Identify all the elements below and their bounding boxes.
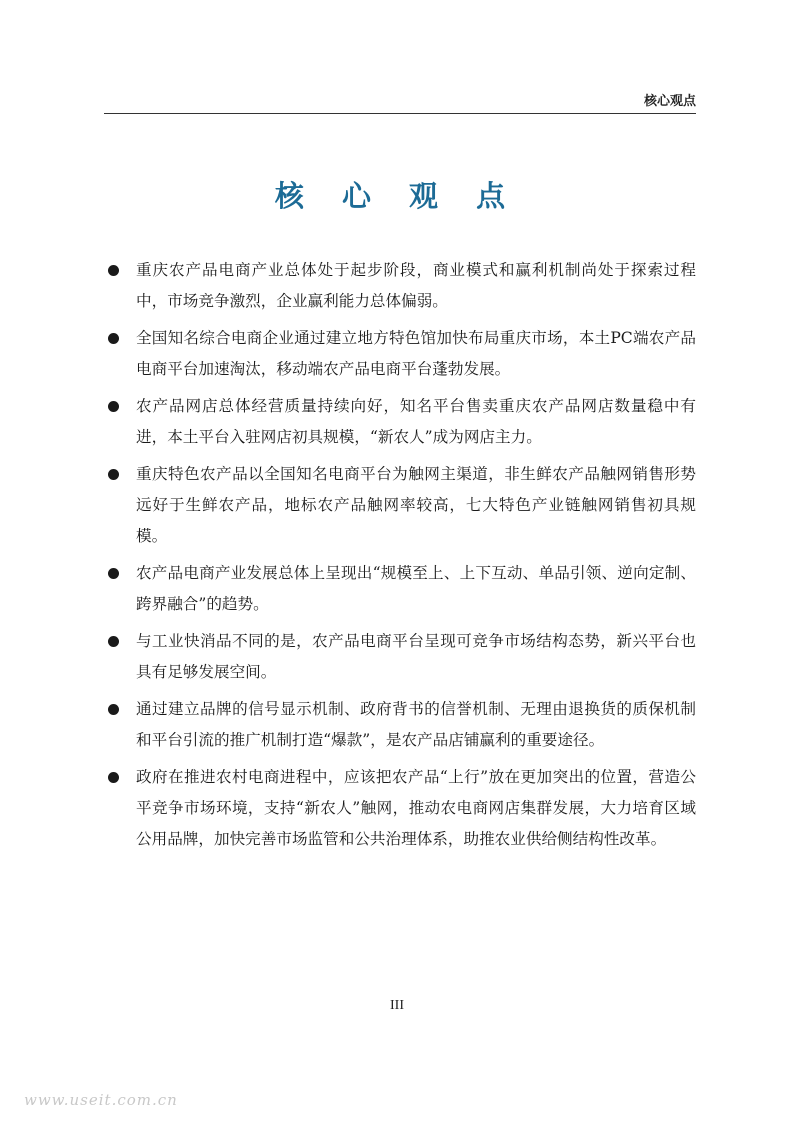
point-text: 重庆农产品电商产业总体处于起步阶段，商业模式和赢利机制尚处于探索过程中，市场竞争激烈，企业赢利能力总体偏弱。 (136, 261, 696, 310)
key-points-list (104, 255, 696, 861)
point-text: 农产品电商产业发展总体上呈现出“规模至上、上下互动、单品引领、逆向定制、跨界融合”的趋势。 (136, 564, 696, 613)
point-text: 政府在推进农村电商进程中，应该把农产品“上行”放在更加突出的位置，营造公平竞争市场环境，支持“新农人”触网，推动农电商网店集群发展，大力培育区域公用品牌，加快完善市场监管和公共治理体系，助推农业供给侧结构性改革。 (136, 768, 696, 848)
bullet-icon (108, 704, 119, 715)
bullet-icon (108, 401, 119, 412)
bullet-icon (108, 469, 119, 480)
watermark: www.useit.com.cn (24, 1091, 178, 1109)
bullet-icon (108, 333, 119, 344)
point-text: 与工业快消品不同的是，农产品电商平台呈现可竞争市场结构态势，新兴平台也具有足够发展空间。 (136, 632, 696, 681)
list-item (104, 323, 696, 385)
list-item (104, 459, 696, 552)
running-header: 核心观点 (643, 94, 696, 109)
list-item (104, 391, 696, 453)
page-title: 核 心 观 点 (274, 179, 520, 213)
point-text: 重庆特色农产品以全国知名电商平台为触网主渠道，非生鲜农产品触网销售形势远好于生鲜农产品，地标农产品触网率较高，七大特色产业链触网销售初具规模。 (136, 465, 696, 545)
list-item (104, 255, 696, 317)
bullet-icon (108, 772, 119, 783)
point-text: 通过建立品牌的信号显示机制、政府背书的信誉机制、无理由退换货的质保机制和平台引流的推广机制打造“爆款”，是农产品店铺赢利的重要途径。 (136, 700, 696, 749)
bullet-icon (108, 568, 119, 579)
list-item (104, 762, 696, 855)
page-number: III (390, 998, 404, 1013)
list-item (104, 694, 696, 756)
header-divider (104, 113, 696, 114)
list-item (104, 558, 696, 620)
bullet-icon (108, 636, 119, 647)
point-text: 农产品网店总体经营质量持续向好，知名平台售卖重庆农产品网店数量稳中有进，本土平台入驻网店初具规模，“新农人”成为网店主力。 (136, 397, 696, 446)
point-text: 全国知名综合电商企业通过建立地方特色馆加快布局重庆市场，本土PC端农产品电商平台加速淘汰，移动端农产品电商平台蓬勃发展。 (136, 329, 696, 378)
list-item (104, 626, 696, 688)
bullet-icon (108, 265, 119, 276)
